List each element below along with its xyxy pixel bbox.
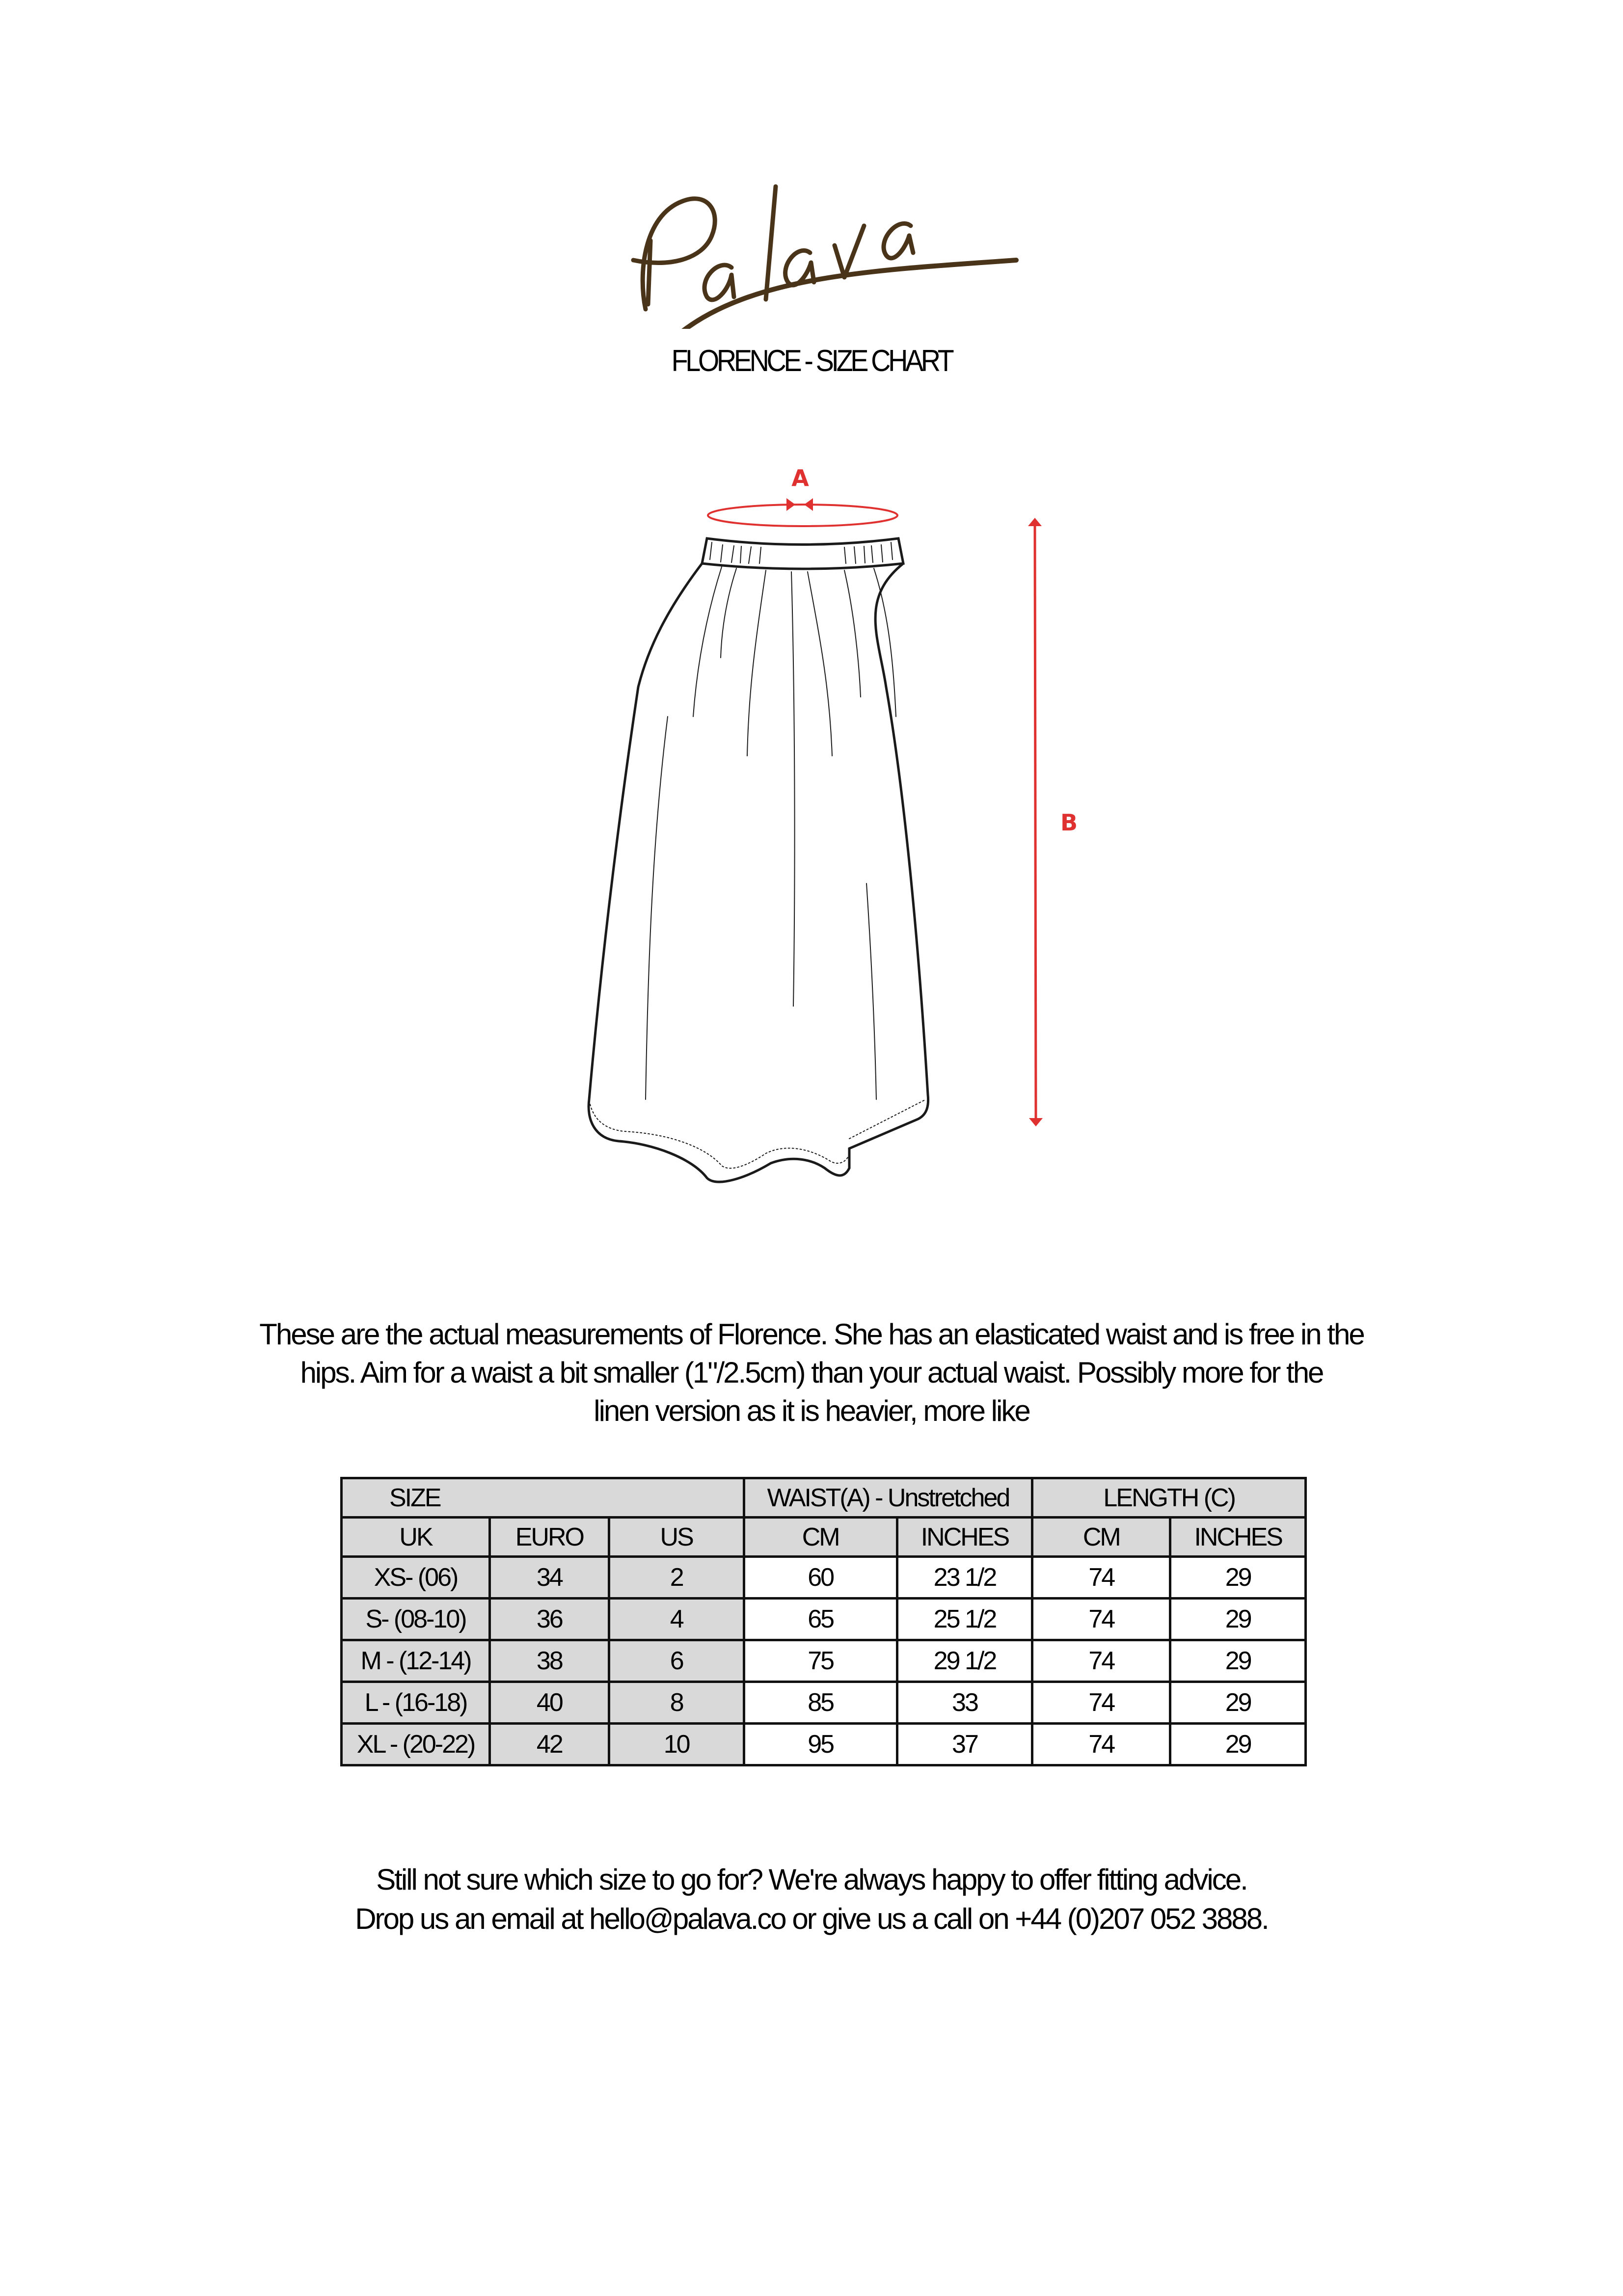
- table-row: [342, 1682, 1306, 1724]
- cell-length-inches: 29: [1170, 1640, 1306, 1682]
- cell-euro: 42: [490, 1724, 609, 1765]
- header-length: LENGTH (C): [1032, 1478, 1306, 1518]
- cell-waist-inches: 29 1/2: [897, 1640, 1032, 1682]
- cell-waist-cm: 60: [744, 1557, 897, 1599]
- header-euro: EURO: [490, 1518, 609, 1557]
- cell-euro: 36: [490, 1599, 609, 1640]
- table-row: [342, 1640, 1306, 1682]
- contact-footer: [0, 1860, 1623, 1939]
- cell-length-cm: 74: [1032, 1557, 1170, 1599]
- header-length-inches: INCHES: [1170, 1518, 1306, 1557]
- contact-prefix: Drop us an email at: [355, 1902, 590, 1935]
- cell-waist-cm: 85: [744, 1682, 897, 1724]
- label-a: A: [791, 465, 809, 491]
- cell-waist-cm: 65: [744, 1599, 897, 1640]
- cell-length-cm: 74: [1032, 1682, 1170, 1724]
- cell-euro: 34: [490, 1557, 609, 1599]
- cell-uk: XL - (20-22): [342, 1724, 490, 1765]
- description-line: These are the actual measurements of Florence. She has an elasticated waist and is free in the: [259, 1318, 1364, 1351]
- phone-link[interactable]: +44 (0)207 052 3888: [1015, 1902, 1262, 1935]
- cell-euro: 38: [490, 1640, 609, 1682]
- cell-waist-inches: 25 1/2: [897, 1599, 1032, 1640]
- cell-length-inches: 29: [1170, 1682, 1306, 1724]
- cell-waist-inches: 23 1/2: [897, 1557, 1032, 1599]
- contact-line: [0, 1899, 1623, 1939]
- cell-uk: M - (12-14): [342, 1640, 490, 1682]
- cell-us: 2: [609, 1557, 744, 1599]
- cell-waist-cm: 95: [744, 1724, 897, 1765]
- description-line: hips. Aim for a waist a bit smaller (1"/2.5cm) than your actual waist. Possibly more for the: [300, 1356, 1323, 1389]
- table-row: [342, 1557, 1306, 1599]
- page-title: FLORENCE - SIZE CHART: [671, 344, 952, 378]
- table-row: [342, 1724, 1306, 1765]
- cell-length-inches: 29: [1170, 1724, 1306, 1765]
- cell-length-cm: 74: [1032, 1640, 1170, 1682]
- cell-uk: L - (16-18): [342, 1682, 490, 1724]
- cell-euro: 40: [490, 1682, 609, 1724]
- sub-header-row: [342, 1518, 1306, 1557]
- label-b: B: [1060, 809, 1078, 836]
- arrow-left-icon: [804, 498, 813, 511]
- cell-length-cm: 74: [1032, 1599, 1170, 1640]
- header-us: US: [609, 1518, 744, 1557]
- cell-uk: S- (08-10): [342, 1599, 490, 1640]
- length-measurement-b: [839, 442, 1078, 1126]
- cell-waist-inches: 37: [897, 1724, 1032, 1765]
- fit-description: [187, 1315, 1436, 1430]
- email-link[interactable]: hello@palava.co: [589, 1902, 785, 1935]
- contact-suffix: .: [1261, 1902, 1268, 1935]
- arrow-up-icon: [1028, 518, 1042, 526]
- arrow-down-icon: [1029, 1118, 1043, 1126]
- skirt-diagram: [565, 442, 1129, 1227]
- cell-us: 10: [609, 1724, 744, 1765]
- cell-waist-cm: 75: [744, 1640, 897, 1682]
- description-line: linen version as it is heavier, more like: [594, 1394, 1029, 1427]
- arrow-right-icon: [786, 498, 795, 511]
- advice-line: Still not sure which size to go for? We're always happy to offer fitting advice.: [376, 1863, 1247, 1896]
- group-header-row: [342, 1478, 1306, 1518]
- size-chart-table: [340, 1477, 1307, 1766]
- cell-length-cm: 74: [1032, 1724, 1170, 1765]
- cell-us: 4: [609, 1599, 744, 1640]
- cell-us: 8: [609, 1682, 744, 1724]
- header-waist: WAIST(A) - Unstretched: [744, 1478, 1032, 1518]
- table-row: [342, 1599, 1306, 1640]
- header-length-cm: CM: [1032, 1518, 1170, 1557]
- cell-waist-inches: 33: [897, 1682, 1032, 1724]
- cell-length-inches: 29: [1170, 1557, 1306, 1599]
- cell-us: 6: [609, 1640, 744, 1682]
- contact-middle: or give us a call on: [785, 1902, 1015, 1935]
- cell-length-inches: 29: [1170, 1599, 1306, 1640]
- header-waist-cm: CM: [744, 1518, 897, 1557]
- header-size: SIZE: [342, 1478, 744, 1518]
- cell-uk: XS- (06): [342, 1557, 490, 1599]
- waist-measurement-a: [708, 465, 897, 526]
- header-uk: UK: [342, 1518, 490, 1557]
- palava-logo: [609, 157, 1021, 329]
- header-waist-inches: INCHES: [897, 1518, 1032, 1557]
